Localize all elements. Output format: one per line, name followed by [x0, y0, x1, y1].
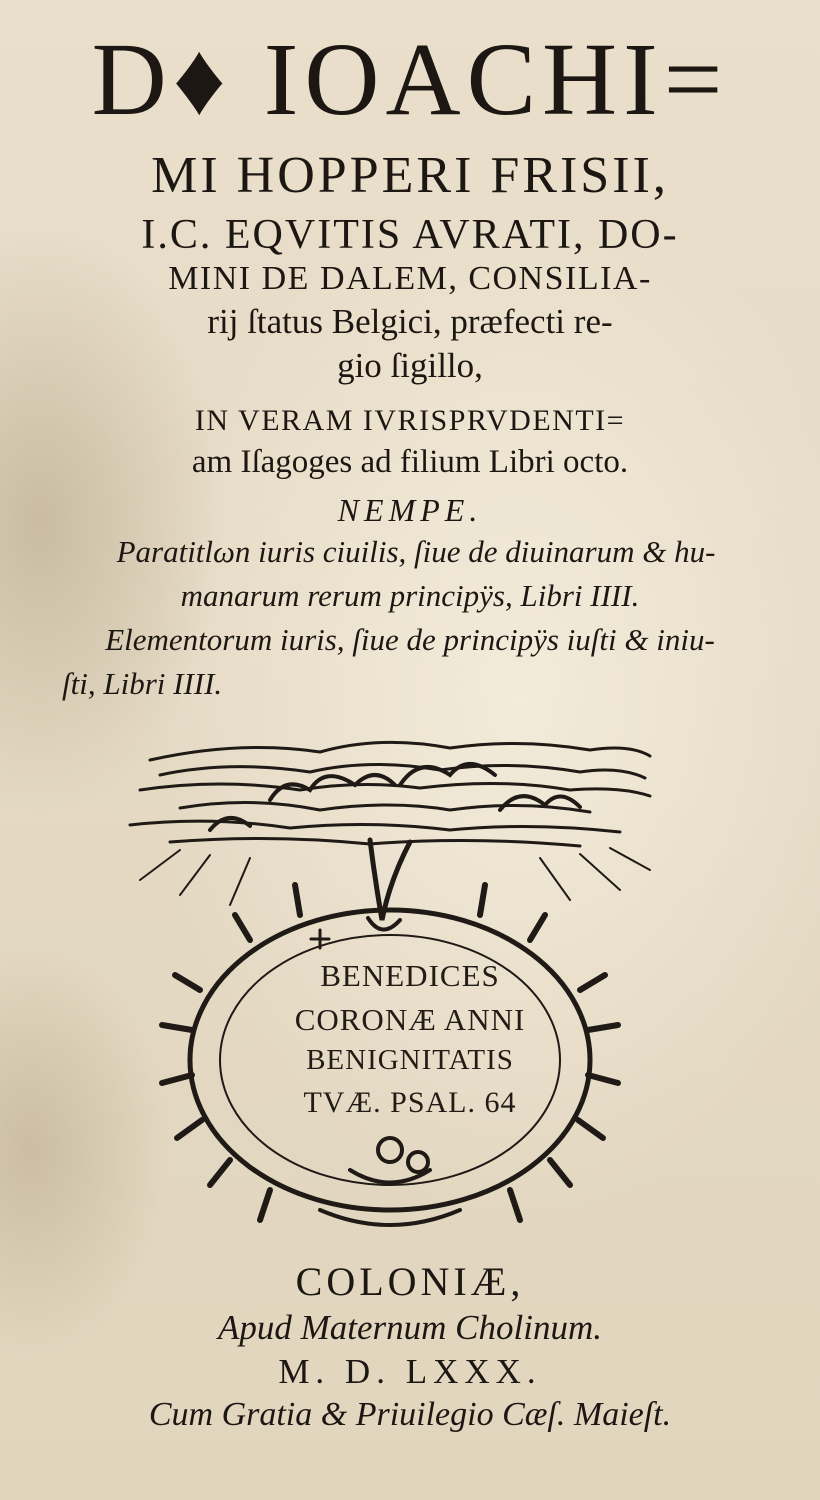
title-line-6: gio ſigillo, — [337, 346, 483, 385]
cloud-puffs — [210, 764, 580, 830]
title-line-5: rij ſtatus Belgici, præfecti re- — [207, 302, 613, 341]
device-motto-line-1: BENEDICES — [320, 958, 500, 993]
title-line-7: IN VERAM IVRISPRVDENTI= — [194, 404, 626, 437]
title-line-4: MINI DE DALEM, CONSILIA- — [168, 260, 652, 297]
title-line-2: MI HOPPERI FRISII, — [151, 147, 669, 204]
device-motto-line-4: TVÆ. PSAL. 64 — [303, 1086, 517, 1119]
contents-line-1: Paratitlωn iuris ciuilis, ſiue de diuinarum & hu- — [116, 534, 716, 569]
imprint-city: COLONIÆ, — [295, 1259, 525, 1304]
cross-mark — [311, 930, 329, 948]
imprint-year: M. D. LXXX. — [278, 1352, 542, 1391]
imprint-privilege: Cum Gratia & Priuilegio Cæſ. Maieſt. — [148, 1396, 672, 1433]
contents-line-4: ſti, Libri IIII. — [62, 666, 223, 701]
device-motto-line-3: BENIGNITATIS — [306, 1044, 514, 1076]
title-line-1: D♦ IOACHI= — [91, 22, 729, 137]
device-motto-line-2: CORONÆ ANNI — [294, 1002, 526, 1037]
contents-line-2: manarum rerum principÿs, Libri IIII. — [180, 578, 640, 613]
nempe-heading: NEMPE. — [337, 492, 483, 528]
imprint-printer: Apud Maternum Cholinum. — [217, 1308, 602, 1347]
title-line-8: am Iſagoges ad filium Libri octo. — [191, 444, 629, 480]
title-line-3: I.C. EQVITIS AVRATI, DO- — [141, 212, 679, 258]
cloud-band — [130, 742, 650, 846]
contents-line-3: Elementorum iuris, ſiue de principÿs iuſti & iniu- — [105, 622, 715, 657]
